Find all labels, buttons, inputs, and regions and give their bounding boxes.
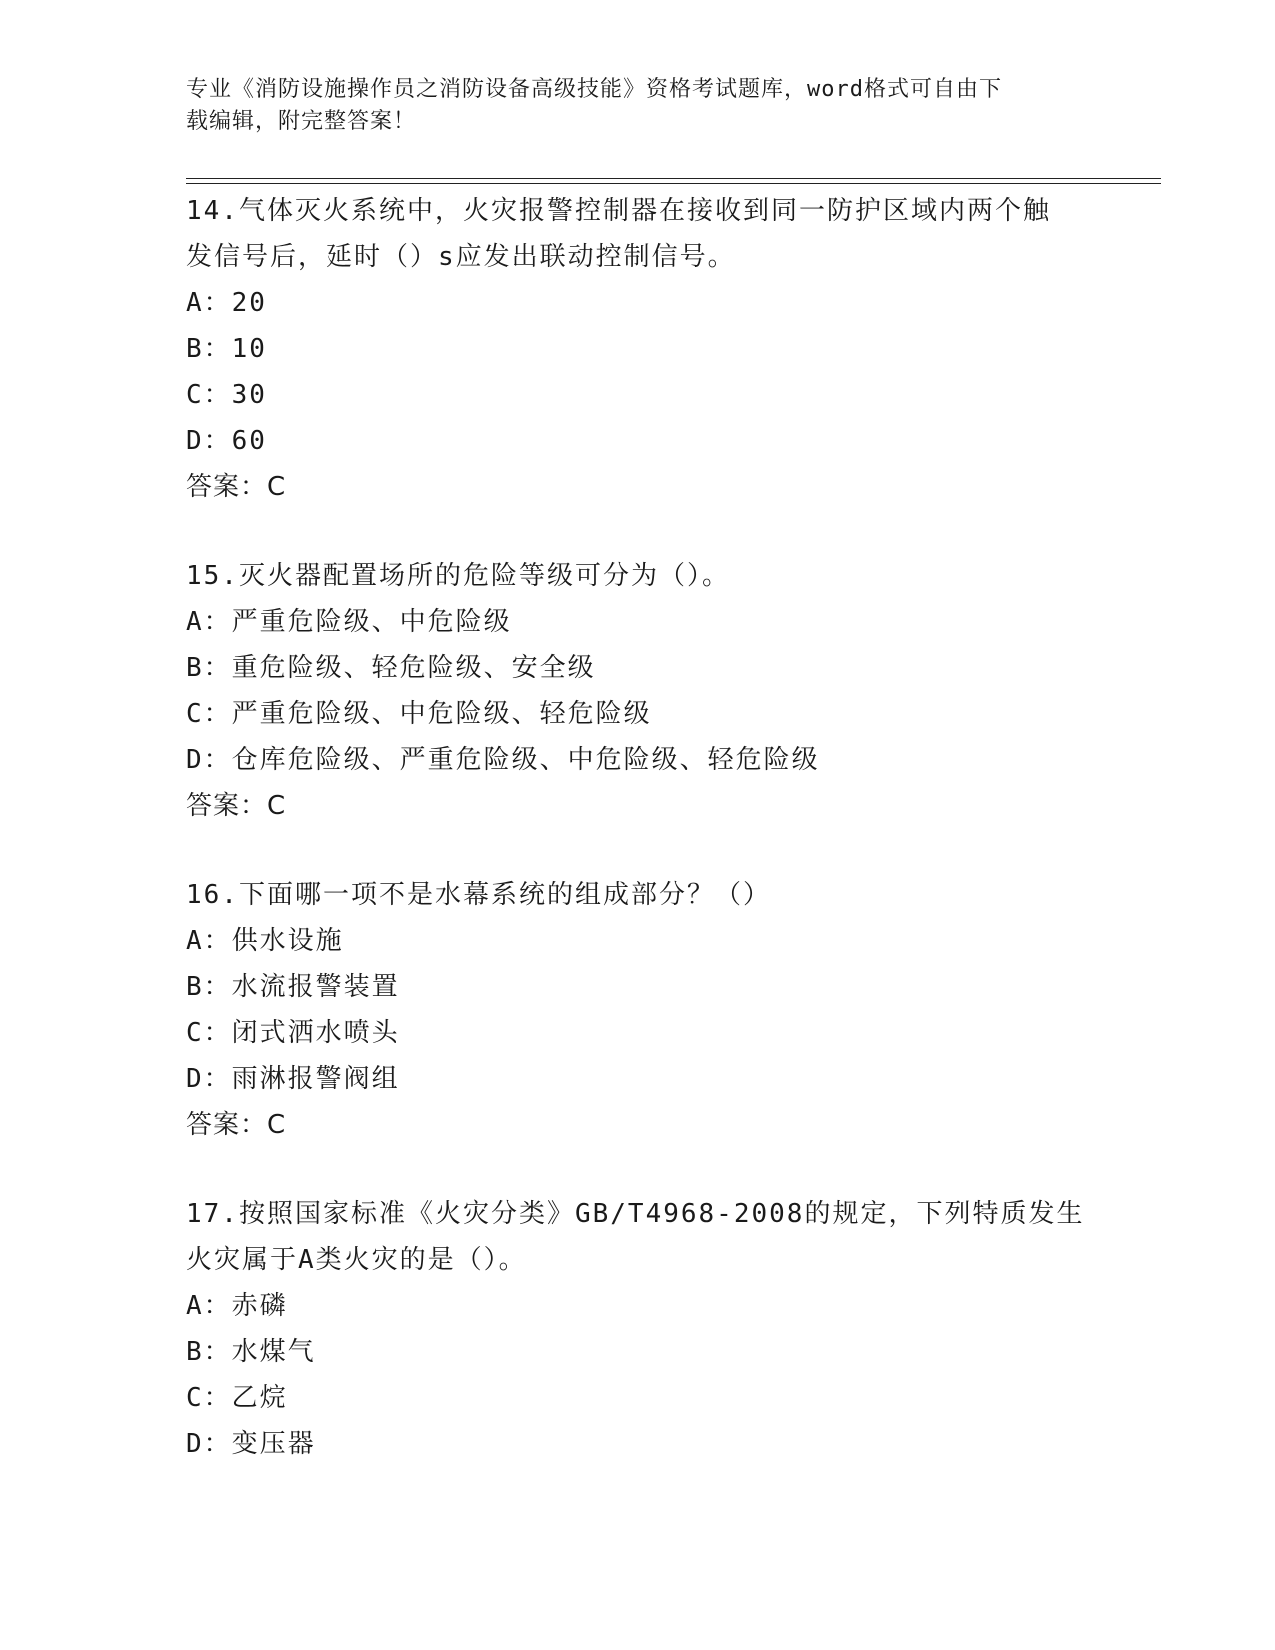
- option-b: B：水流报警装置: [186, 972, 400, 1002]
- question-stem: 14.气体灭火系统中，火灾报警控制器在接收到同一防护区域内两个触: [186, 196, 1051, 226]
- question-stem-continued: 火灾属于A类火灾的是（）。: [186, 1245, 527, 1275]
- option-c: C：严重危险级、中危险级、轻危险级: [186, 699, 652, 729]
- answer: 答案：C: [186, 791, 287, 821]
- answer: 答案：C: [186, 1110, 287, 1140]
- question-stem: 15.灭火器配置场所的危险等级可分为（）。: [186, 561, 730, 591]
- answer: 答案：C: [186, 472, 287, 502]
- header-divider-top: [186, 178, 1161, 179]
- option-d: D：雨淋报警阀组: [186, 1064, 400, 1094]
- option-d: D：60: [186, 426, 267, 456]
- option-b: B：水煤气: [186, 1337, 316, 1367]
- option-b: B：重危险级、轻危险级、安全级: [186, 653, 596, 683]
- option-a: A：严重危险级、中危险级: [186, 607, 512, 637]
- option-a: A：供水设施: [186, 926, 344, 956]
- question-17: [186, 1191, 1086, 1467]
- option-c: C：闭式洒水喷头: [186, 1018, 400, 1048]
- option-c: C：30: [186, 380, 267, 410]
- document-header: [186, 74, 1066, 138]
- option-d: D：仓库危险级、严重危险级、中危险级、轻危险级: [186, 745, 820, 775]
- option-a: A：赤磷: [186, 1291, 288, 1321]
- option-b: B：10: [186, 334, 267, 364]
- question-16: [186, 872, 1086, 1148]
- question-stem: 17.按照国家标准《火灾分类》GB/T4968-2008的规定，下列特质发生: [186, 1199, 1085, 1229]
- header-line-2: 载编辑，附完整答案！: [186, 109, 417, 134]
- question-14: [186, 188, 1086, 510]
- header-line-1: 专业《消防设施操作员之消防设备高级技能》资格考试题库，word格式可自由下: [186, 77, 1002, 102]
- question-stem-continued: 发信号后，延时（）s应发出联动控制信号。: [186, 242, 736, 272]
- header-divider-bottom: [186, 183, 1161, 184]
- option-c: C：乙烷: [186, 1383, 288, 1413]
- question-15: [186, 553, 1086, 829]
- question-stem: 16.下面哪一项不是水幕系统的组成部分？（）: [186, 880, 771, 910]
- option-d: D：变压器: [186, 1429, 316, 1459]
- option-a: A：20: [186, 288, 267, 318]
